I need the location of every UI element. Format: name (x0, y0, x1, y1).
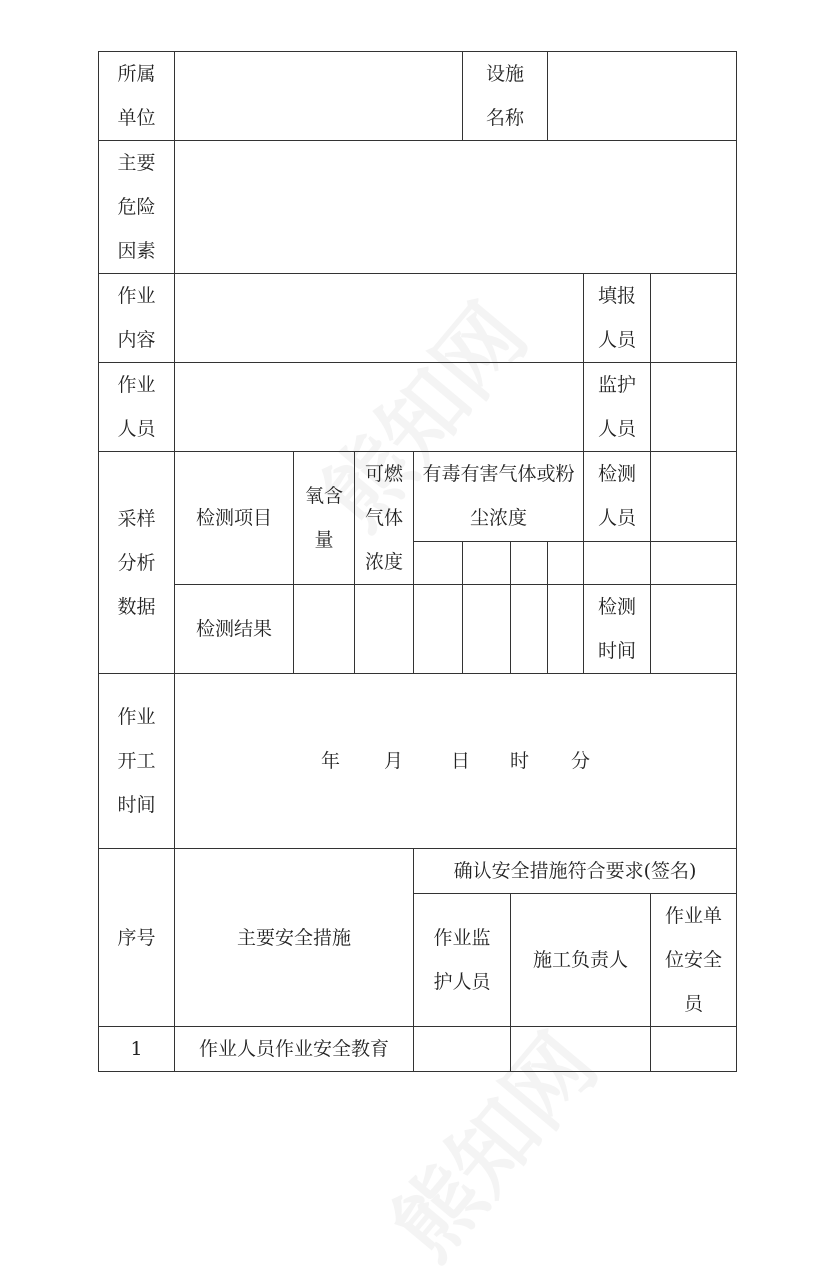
content-field[interactable] (175, 274, 584, 363)
item-label: 检测项目 (175, 452, 294, 585)
time-field[interactable] (651, 585, 737, 674)
content-label: 作业内容 (99, 274, 175, 363)
start-minute: 分 (571, 750, 591, 772)
sign-safety-label: 作业单位安全员 (651, 894, 737, 1027)
oxygen-label: 氧含量 (294, 452, 355, 585)
toxic-result-3[interactable] (511, 585, 548, 674)
inspector-label: 检测人员 (584, 452, 651, 542)
reporter-label: 填报人员 (584, 274, 651, 363)
facility-label: 设施名称 (463, 52, 548, 141)
toxic-value-4[interactable] (548, 541, 584, 584)
confirm-label: 确认安全措施符合要求(签名) (414, 849, 737, 894)
sampling-label: 采样分析数据 (99, 452, 175, 674)
seq-label: 序号 (99, 849, 175, 1027)
sampling-header-row (99, 452, 737, 542)
toxic-value-1[interactable] (414, 541, 463, 584)
hazard-row (99, 141, 737, 274)
start-month: 月 (383, 750, 403, 772)
start-day: 日 (450, 750, 470, 772)
result-label: 检测结果 (175, 585, 294, 674)
inspector-field[interactable] (651, 452, 737, 542)
sign-leader-label: 施工负责人 (511, 894, 651, 1027)
start-time-field[interactable] (175, 674, 737, 849)
measure-sign-leader[interactable] (511, 1027, 651, 1072)
toxic-value-3[interactable] (511, 541, 548, 584)
hazard-label: 主要危险因素 (99, 141, 175, 274)
facility-field[interactable] (548, 52, 737, 141)
unit-row (99, 52, 737, 141)
content-row (99, 274, 737, 363)
toxic-result-1[interactable] (414, 585, 463, 674)
worker-label: 作业人员 (99, 363, 175, 452)
measure-row (99, 1027, 737, 1072)
work-permit-table (98, 51, 737, 1072)
measures-label: 主要安全措施 (175, 849, 414, 1027)
toxic-value-2[interactable] (463, 541, 511, 584)
measure-sign-guardian[interactable] (414, 1027, 511, 1072)
unit-label: 所属单位 (99, 52, 175, 141)
guardian-field[interactable] (651, 363, 737, 452)
sign-guardian-label: 作业监护人员 (414, 894, 511, 1027)
guardian-label: 监护人员 (584, 363, 651, 452)
inspector-extra-1[interactable] (584, 541, 651, 584)
result-row (99, 585, 737, 674)
start-label: 作业开工时间 (99, 674, 175, 849)
start-year: 年 (320, 750, 340, 772)
inspector-extra-2[interactable] (651, 541, 737, 584)
unit-field[interactable] (175, 52, 463, 141)
worker-row (99, 363, 737, 452)
start-hour: 时 (510, 750, 530, 772)
worker-field[interactable] (175, 363, 584, 452)
time-label: 检测时间 (584, 585, 651, 674)
measure-sign-safety[interactable] (651, 1027, 737, 1072)
hazard-field[interactable] (175, 141, 737, 274)
flammable-label: 可燃气体浓度 (355, 452, 414, 585)
toxic-result-4[interactable] (548, 585, 584, 674)
oxygen-result[interactable] (294, 585, 355, 674)
start-row (99, 674, 737, 849)
toxic-label: 有毒有害气体或粉尘浓度 (414, 452, 584, 542)
flammable-result[interactable] (355, 585, 414, 674)
reporter-field[interactable] (651, 274, 737, 363)
measures-header-row (99, 849, 737, 894)
toxic-result-2[interactable] (463, 585, 511, 674)
measure-seq: 1 (99, 1027, 175, 1072)
measure-text: 作业人员作业安全教育 (175, 1027, 414, 1072)
